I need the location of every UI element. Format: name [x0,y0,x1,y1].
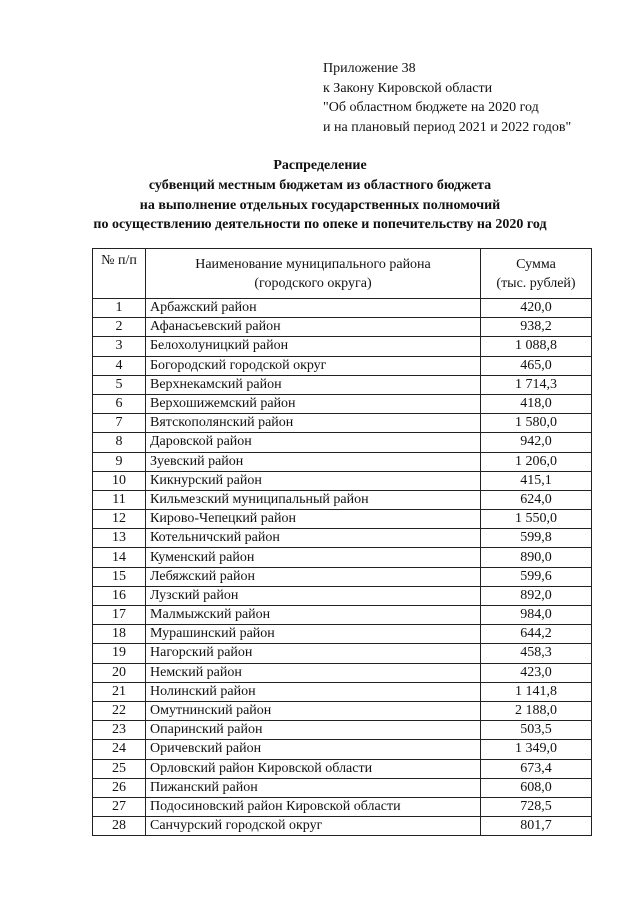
header-name-line: Наименование муниципального района [195,256,431,272]
amount: 890,0 [481,548,592,567]
amount: 644,2 [481,625,592,644]
row-number: 17 [93,606,146,625]
row-number: 6 [93,394,146,413]
table-row [93,510,592,529]
table-row [93,490,592,509]
amount: 423,0 [481,663,592,682]
table-row [93,452,592,471]
municipality-name: Зуевский район [146,452,481,471]
row-number: 18 [93,625,146,644]
amount: 1 580,0 [481,414,592,433]
row-number: 5 [93,375,146,394]
municipality-name: Омутнинский район [146,701,481,720]
row-number: 15 [93,567,146,586]
municipality-name: Пижанский район [146,778,481,797]
row-number: 22 [93,701,146,720]
title-line: субвенций местным бюджетам из областного бюджета [148,177,492,193]
amount: 415,1 [481,471,592,490]
row-number: 14 [93,548,146,567]
table-row [93,682,592,701]
amount: 801,7 [481,817,592,836]
header-sum [481,249,592,299]
title-line: на выполнение отдельных государственных полномочий [139,197,501,213]
municipality-name: Белохолуницкий район [146,337,481,356]
municipality-name: Нолинский район [146,682,481,701]
appendix-line: Приложение 38 [323,61,416,76]
amount: 1 088,8 [481,337,592,356]
municipality-name: Афанасьевский район [146,318,481,337]
document-title [0,156,640,235]
title-line: по осуществлению деятельности по опеке и попечительству на 2020 год [93,217,547,233]
row-number: 11 [93,490,146,509]
table-row [93,337,592,356]
amount: 599,6 [481,567,592,586]
table-row [93,567,592,586]
table-row [93,721,592,740]
table-row [93,759,592,778]
amount: 938,2 [481,318,592,337]
row-number: 28 [93,817,146,836]
municipality-name: Санчурский городской округ [146,817,481,836]
amount: 892,0 [481,586,592,605]
table-header-row [93,249,592,299]
row-number: 4 [93,356,146,375]
amount: 673,4 [481,759,592,778]
amount: 942,0 [481,433,592,452]
table-row [93,606,592,625]
amount: 418,0 [481,394,592,413]
table-row [93,471,592,490]
table-row [93,797,592,816]
municipality-name: Лузский район [146,586,481,605]
table-row [93,529,592,548]
amount: 728,5 [481,797,592,816]
municipality-name: Кирово-Чепецкий район [146,510,481,529]
row-number: 21 [93,682,146,701]
table-row [93,375,592,394]
municipality-name: Опаринский район [146,721,481,740]
title-line: Распределение [273,158,367,173]
amount: 465,0 [481,356,592,375]
row-number: 27 [93,797,146,816]
appendix-line: и на плановый период 2021 и 2022 годов" [323,119,572,135]
municipality-name: Богородский городской округ [146,356,481,375]
row-number: 26 [93,778,146,797]
table-row [93,817,592,836]
row-number: 23 [93,721,146,740]
municipality-name: Куменский район [146,548,481,567]
appendix-note [323,59,571,137]
table-row [93,586,592,605]
municipality-name: Даровской район [146,433,481,452]
municipality-name: Кильмезский муниципальный район [146,490,481,509]
row-number: 19 [93,644,146,663]
row-number: 3 [93,337,146,356]
municipality-name: Кикнурский район [146,471,481,490]
table-row [93,433,592,452]
row-number: 1 [93,299,146,318]
row-number: 2 [93,318,146,337]
table-row [93,356,592,375]
municipality-name: Подосиновский район Кировской области [146,797,481,816]
amount: 1 141,8 [481,682,592,701]
row-number: 25 [93,759,146,778]
row-number: 20 [93,663,146,682]
row-number: 7 [93,414,146,433]
row-number: 9 [93,452,146,471]
municipality-name: Немский район [146,663,481,682]
table-row [93,299,592,318]
table-row [93,778,592,797]
municipality-name: Орловский район Кировской области [146,759,481,778]
header-name-line: (городского округа) [254,275,372,291]
table-row [93,394,592,413]
table-row [93,414,592,433]
row-number: 10 [93,471,146,490]
amount: 458,3 [481,644,592,663]
row-number: 8 [93,433,146,452]
amount: 984,0 [481,606,592,625]
row-number: 16 [93,586,146,605]
amount: 1 349,0 [481,740,592,759]
table-row [93,663,592,682]
appendix-line: к Закону Кировской области [323,80,493,96]
municipality-name: Котельничский район [146,529,481,548]
amount: 624,0 [481,490,592,509]
municipality-name: Нагорский район [146,644,481,663]
municipality-name: Малмыжский район [146,606,481,625]
row-number: 13 [93,529,146,548]
amount: 1 550,0 [481,510,592,529]
row-number: 12 [93,510,146,529]
municipality-name: Верхошижемский район [146,394,481,413]
amount: 1 206,0 [481,452,592,471]
header-sum-line: Сумма [516,256,556,272]
distribution-table [92,248,592,836]
row-number: 24 [93,740,146,759]
table-row [93,318,592,337]
amount: 503,5 [481,721,592,740]
municipality-name: Лебяжский район [146,567,481,586]
header-num: № п/п [93,249,146,299]
table-row [93,625,592,644]
appendix-line: "Об областном бюджете на 2020 год [323,100,539,115]
table-row [93,701,592,720]
table-row [93,740,592,759]
amount: 420,0 [481,299,592,318]
header-name [146,249,481,299]
table-row [93,644,592,663]
amount: 608,0 [481,778,592,797]
municipality-name: Арбажский район [146,299,481,318]
header-sum-line: (тыс. рублей) [496,275,576,291]
municipality-name: Вятскополянский район [146,414,481,433]
amount: 2 188,0 [481,701,592,720]
municipality-name: Верхнекамский район [146,375,481,394]
table-row [93,548,592,567]
amount: 1 714,3 [481,375,592,394]
amount: 599,8 [481,529,592,548]
municipality-name: Оричевский район [146,740,481,759]
municipality-name: Мурашинский район [146,625,481,644]
